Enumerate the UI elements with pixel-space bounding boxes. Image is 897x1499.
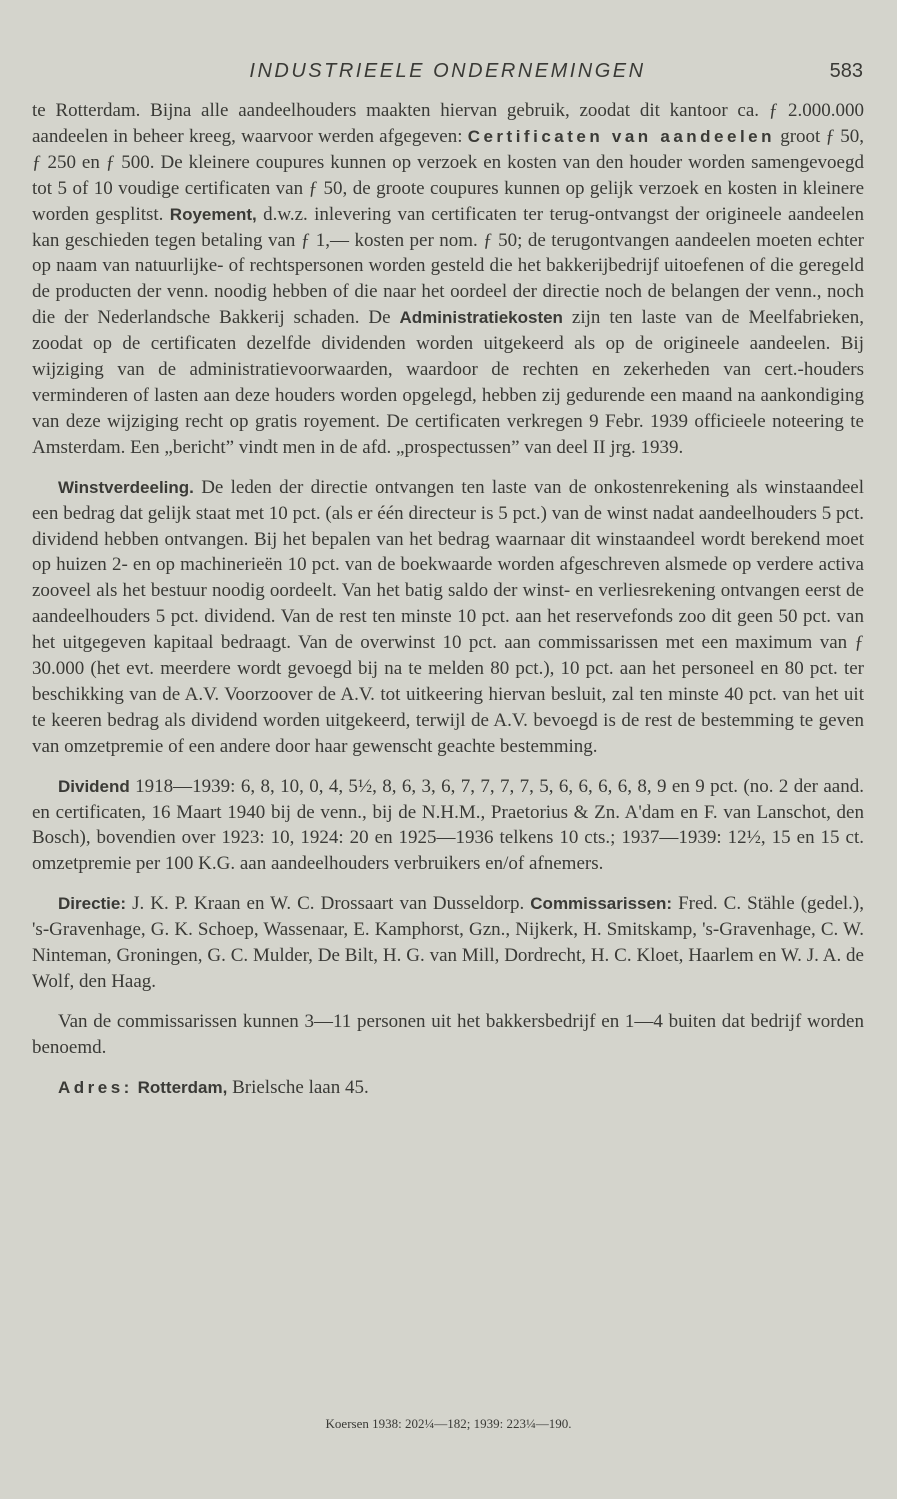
text-run: groot ƒ 50, ƒ 250 en ƒ 500. De kleinere coupures kunnen op verzoek en kosten van den houder worden samengevoegd tot 5 of 10 voudige certificaten van ƒ 50, de groote coupures kunnen op gelijk verzoek en kosten in kleinere worden gesplitst.: [32, 125, 864, 225]
heading-winstverdeeling: Winstverdeeling.: [58, 477, 194, 497]
paragraph-gap: [32, 1061, 864, 1075]
text-run: d.w.z. inlevering van certificaten ter terug-ontvangst der origineele aandeelen kan geschieden tegen betaling van ƒ 1,— kosten per nom. ƒ 50; de terugontvangen aandeelen moeten echter op naam van natuurlijke- of rechtspersonen worden gesteld die het bakkerijbedrijf uitoefenen of die geregeld de producten der venn. noodig hebben of die naar het oordeel der directie noch de belangen der venn., noch die der Nederlandsche Bakkerij schaden. De: [32, 203, 864, 329]
heading-administratiekosten: Administratiekosten: [399, 308, 563, 328]
address-street: Brielsche laan 45.: [227, 1076, 369, 1098]
heading-certificaten: Certificaten van aandeelen: [467, 126, 776, 146]
text-run: zijn ten laste van de Meelfabrieken, zoodat op de certificaten dezelfde dividenden worden uitgekeerd als op de origineele aandeelen. Bij wijziging van de administratievoorwaarden, waardoor de rechten en zekerheden van cert.-houders verminderen of lasten aan deze houders worden opgelegd, hebben zij gedurende een maand na aankondiging van deze wijziging recht op gratis royement. De certificaten verkregen 9 Febr. 1939 officieele noteering te Amsterdam. Een „bericht” vindt men in de afd. „prospectussen” van deel II jrg. 1939.: [32, 307, 864, 458]
heading-adres: Adres:: [58, 1077, 133, 1097]
paragraph-adres: [32, 1075, 864, 1101]
paragraph-commissarissen-note: [32, 1009, 864, 1061]
text-run: De leden der directie ontvangen ten laste van de onkostenrekening als winstaandeel een bedrag dat gelijk staat met 10 pct. (als er één directeur is 5 pct.) van de winst nadat aandeelhouders 5 pct. dividend hebben ontvangen. Bij het bepalen van het bedrag waarnaar dit winstaandeel wordt berekend moet op huizen 2- en op machinerieën 10 pct. van de boekwaarde worden afgeschreven alsmede op verdere activa zooveel als het bestuur noodig oordeelt. Van het batig saldo der winst- en verliesrekening ontvangen eerst de aandeelhouders 5 pct. dividend. Van de rest ten minste 10 pct. aan het reservefonds zoo dit geen 50 pct. van het uitgegeven kapitaal bedraagt. Van de overwinst 10 pct. aan commissarissen met een maximum van ƒ 30.000 (het evt. meerdere wordt gevoegd bij na te melden 80 pct.), 10 pct. aan het personeel en 80 pct. ter beschikking van de A.V. Voorzoover de A.V. tot uitkeering hiervan besluit, zal ten minste 40 pct. van het uit te keeren bedrag als dividend worden uitgekeerd, terwijl de A.V. bevoegd is de rest de bestemming te geven van omzetpremie of een andere door haar gewenscht geachte bestemming.: [32, 476, 864, 757]
heading-directie: Directie:: [58, 894, 127, 914]
text-run: Van de commissarissen kunnen 3—11 personen uit het bakkersbedrijf en 1—4 buiten dat bedrijf worden benoemd.: [32, 1010, 864, 1058]
text-run: Fred. C. Stähle (gedel.), 's-Gravenhage, G. K. Schoep, Wassenaar, E. Kamphorst, Gzn., Nijkerk, H. Smitskamp, 's-Gravenhage, C. W. Ninteman, Groningen, G. C. Mulder, De Bilt, H. G. van Mill, Dordrecht, H. C. Kloet, Haarlem en W. J. A. de Wolf, den Haag.: [32, 893, 864, 992]
paragraph-directie: [32, 891, 864, 995]
page-number: 583: [829, 60, 863, 82]
text-run: te Rotterdam. Bijna alle aandeelhouders maakten hiervan gebruik, zoodat dit kantoor ca. ƒ 2.000.000 aandeelen in beheer kreeg, waarvoor werden afgegeven:: [32, 100, 864, 147]
paragraph-gap: [32, 461, 864, 475]
running-title: INDUSTRIEELE ONDERNEMINGEN: [249, 60, 646, 82]
heading-commissarissen: Commissarissen:: [530, 894, 673, 914]
text-run: J. K. P. Kraan en W. C. Drossaart van Dusseldorp.: [126, 893, 531, 915]
paragraph-gap: [32, 995, 864, 1009]
address-city: Rotterdam,: [137, 1077, 228, 1097]
paragraph-gap: [32, 877, 864, 891]
paragraph-winstverdeeling: [32, 475, 864, 760]
heading-dividend: Dividend: [58, 776, 130, 796]
paragraph-gap: [32, 760, 864, 774]
page-header: [32, 60, 863, 90]
paragraph-certificaten: [32, 98, 864, 461]
footer-koersen: Koersen 1938: 202¼—182; 1939: 223¼—190.: [325, 1416, 572, 1431]
body-text: [32, 98, 864, 1101]
paragraph-dividend: [32, 774, 864, 878]
text-run: 1918—1939: 6, 8, 10, 0, 4, 5½, 8, 6, 3, 6, 7, 7, 7, 7, 5, 6, 6, 6, 6, 8, 9 en 9 pct. (no. 2 der aand. en certificaten, 16 Maart 1940 bij de venn., bij de N.H.M., Praetorius & Zn. A'dam en F. van Lanschot, den Bosch), bovendien over 1923: 10, 1924: 20 en 1925—1936 telkens 10 cts.; 1937—1939: 12½, 15 en 15 ct. omzetpremie per 100 K.G. aan aandeelhouders verbruikers en/of afnemers.: [32, 775, 864, 875]
heading-royement: Royement,: [169, 204, 257, 224]
